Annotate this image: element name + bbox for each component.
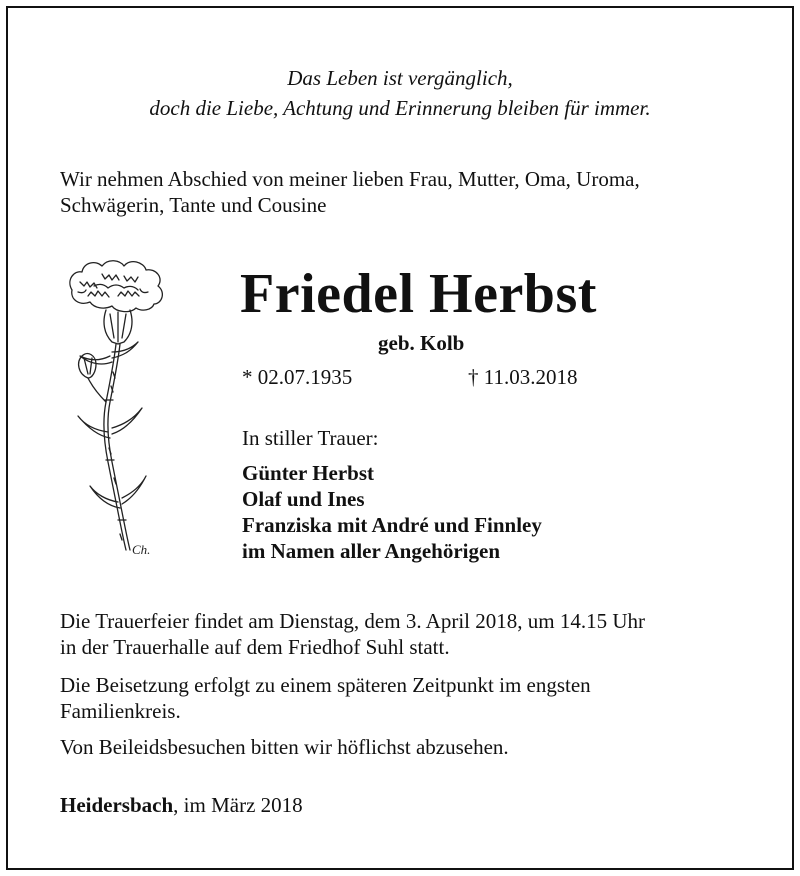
mourner-name: Franziska mit André und Finnley: [242, 513, 542, 537]
carnation-drawing: [58, 252, 178, 562]
quote-line-1: Das Leben ist vergänglich,: [287, 66, 513, 90]
intro-line-2: Schwägerin, Tante und Cousine: [60, 193, 327, 217]
place-name: Heidersbach: [60, 793, 174, 817]
burial-line-1: Die Beisetzung erfolgt zu einem späteren Zeitpunkt im engsten: [60, 673, 591, 697]
funeral-line-2: in der Trauerhalle auf dem Friedhof Suhl statt.: [60, 635, 450, 659]
deceased-name: Friedel Herbst: [240, 263, 597, 325]
mourner-name: im Namen aller Angehörigen: [242, 539, 501, 563]
mourners-heading: In stiller Trauer:: [242, 426, 379, 450]
artist-signature: Ch.: [132, 542, 151, 557]
notice-date: , im März 2018: [173, 793, 303, 817]
burial-line-2: Familienkreis.: [60, 699, 181, 723]
funeral-line-1: Die Trauerfeier findet am Dienstag, dem 3. April 2018, um 14.15 Uhr: [60, 609, 645, 633]
birth-date: * 02.07.1935: [242, 365, 353, 389]
death-date: † 11.03.2018: [468, 365, 578, 389]
maiden-name: geb. Kolb: [378, 331, 465, 355]
condolence-note: Von Beileidsbesuchen bitten wir höflichst abzusehen.: [60, 735, 509, 759]
place-and-date: [60, 792, 303, 819]
intro-line-1: Wir nehmen Abschied von meiner lieben Frau, Mutter, Oma, Uroma,: [60, 167, 640, 191]
quote-line-2: doch die Liebe, Achtung und Erinnerung bleiben für immer.: [149, 96, 651, 120]
mourner-name: Olaf und Ines: [242, 487, 365, 511]
mourner-name: Günter Herbst: [242, 461, 375, 485]
